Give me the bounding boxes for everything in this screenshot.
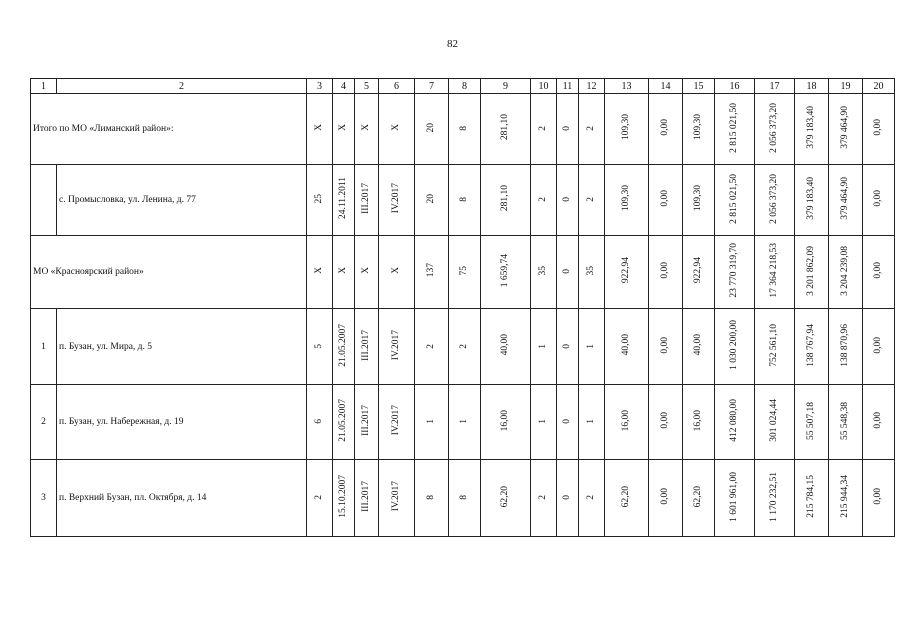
cell-value: 1 [537, 343, 548, 349]
cell-c19 [829, 236, 863, 309]
cell-value: 1 [537, 419, 548, 424]
cell-value: 379 183,40 [805, 106, 816, 149]
cell-value: 16,00 [499, 409, 510, 432]
cell-value: X [337, 267, 348, 274]
cell-c4 [333, 94, 355, 165]
page-number: 82 [447, 38, 458, 50]
cell-value: 109,30 [620, 185, 631, 212]
cell-value: 0,00 [872, 262, 883, 279]
cell-value: 8 [458, 126, 469, 131]
cell-c10 [531, 385, 557, 460]
cell-c15 [683, 385, 715, 460]
cell-value: 2 [537, 495, 548, 500]
cell-c9 [481, 94, 531, 165]
cell-value: 215 944,34 [839, 475, 850, 518]
cell-value: 40,00 [692, 334, 703, 356]
cell-value: 922,94 [692, 257, 703, 284]
cell-c10 [531, 165, 557, 236]
cell-value: 752 561,10 [768, 323, 779, 367]
cell-c12 [579, 165, 605, 236]
cell-value: X [390, 267, 401, 274]
cell-c17 [755, 94, 795, 165]
header-cell: 13 [605, 79, 649, 94]
cell-c7 [415, 460, 449, 537]
cell-value: 2 [585, 197, 596, 202]
cell-c15 [683, 165, 715, 236]
cell-c6 [379, 385, 415, 460]
cell-c11 [557, 94, 579, 165]
cell-c4 [333, 165, 355, 236]
header-row [31, 79, 895, 94]
cell-value: 2 815 021,50 [728, 173, 739, 224]
table-row [31, 385, 895, 460]
cell-value: 379 464,90 [839, 177, 850, 220]
header-cell: 12 [579, 79, 605, 94]
cell-value: 0 [561, 419, 572, 424]
cell-value: 35 [585, 265, 596, 276]
cell-c15 [683, 460, 715, 537]
row-name-cell: Итого по МО «Лиманский район»: [31, 94, 307, 165]
cell-c18 [795, 94, 829, 165]
cell-c10 [531, 94, 557, 165]
cell-value: 55 507,18 [805, 401, 816, 440]
header-cell: 8 [449, 79, 481, 94]
cell-value: X [390, 124, 401, 131]
cell-c9 [481, 165, 531, 236]
header-cell: 15 [683, 79, 715, 94]
header-cell: 14 [649, 79, 683, 94]
header-cell: 18 [795, 79, 829, 94]
cell-c4 [333, 309, 355, 385]
cell-value: 0 [561, 126, 572, 131]
cell-c11 [557, 236, 579, 309]
cell-value: 138 767,94 [805, 323, 816, 367]
cell-c20 [863, 94, 895, 165]
cell-value: X [360, 267, 371, 274]
cell-value: 21.05.2007 [337, 323, 348, 367]
cell-c4 [333, 460, 355, 537]
cell-c19 [829, 385, 863, 460]
cell-value: 0,00 [872, 336, 883, 354]
cell-c18 [795, 236, 829, 309]
header-cell: 17 [755, 79, 795, 94]
cell-c9 [481, 385, 531, 460]
cell-c13 [605, 385, 649, 460]
cell-value: IV.2017 [390, 481, 401, 512]
cell-c6 [379, 236, 415, 309]
header-cell: 7 [415, 79, 449, 94]
cell-value: III.2017 [360, 329, 371, 361]
cell-c7 [415, 94, 449, 165]
cell-c14 [649, 94, 683, 165]
cell-value: 1 030 200,00 [728, 320, 739, 370]
header-cell: 10 [531, 79, 557, 94]
cell-c17 [755, 385, 795, 460]
cell-value: 0,00 [659, 488, 670, 505]
cell-c19 [829, 94, 863, 165]
cell-c3 [307, 385, 333, 460]
cell-c6 [379, 165, 415, 236]
cell-c14 [649, 309, 683, 385]
cell-c8 [449, 385, 481, 460]
cell-c18 [795, 385, 829, 460]
header-cell: 2 [57, 79, 307, 94]
cell-c13 [605, 460, 649, 537]
cell-value: 75 [458, 265, 469, 276]
header-cell: 6 [379, 79, 415, 94]
cell-value: 281,10 [499, 114, 510, 141]
cell-value: 1 601 961,00 [728, 471, 739, 522]
cell-c8 [449, 309, 481, 385]
cell-c11 [557, 385, 579, 460]
cell-c7 [415, 165, 449, 236]
cell-c17 [755, 460, 795, 537]
cell-c5 [355, 309, 379, 385]
header-cell: 3 [307, 79, 333, 94]
cell-value: 40,00 [499, 334, 510, 356]
cell-value: 62,20 [620, 485, 631, 508]
cell-c8 [449, 236, 481, 309]
cell-value: 16,00 [620, 409, 631, 432]
cell-c11 [557, 165, 579, 236]
cell-c8 [449, 460, 481, 537]
cell-value: 23 770 319,70 [728, 243, 739, 298]
cell-value: 8 [425, 495, 436, 500]
cell-c3 [307, 236, 333, 309]
cell-value: 62,20 [692, 485, 703, 508]
cell-value: 0 [561, 495, 572, 500]
cell-c9 [481, 236, 531, 309]
header-cell: 4 [333, 79, 355, 94]
cell-c13 [605, 309, 649, 385]
header-cell: 19 [829, 79, 863, 94]
cell-value: 0,00 [872, 412, 883, 429]
table-row [31, 460, 895, 537]
cell-value: 0 [561, 343, 572, 349]
cell-c19 [829, 165, 863, 236]
cell-c14 [649, 165, 683, 236]
cell-c12 [579, 94, 605, 165]
cell-value: X [313, 124, 324, 131]
cell-value: 24.11.2011 [337, 177, 348, 220]
cell-c8 [449, 165, 481, 236]
cell-c18 [795, 165, 829, 236]
cell-c20 [863, 165, 895, 236]
cell-c12 [579, 460, 605, 537]
cell-value: X [313, 267, 324, 274]
cell-c14 [649, 236, 683, 309]
cell-c15 [683, 236, 715, 309]
header-cell: 16 [715, 79, 755, 94]
cell-c5 [355, 385, 379, 460]
cell-value: IV.2017 [390, 183, 401, 214]
cell-value: 2 056 373,20 [768, 173, 779, 224]
cell-c20 [863, 309, 895, 385]
cell-c4 [333, 236, 355, 309]
cell-c15 [683, 94, 715, 165]
cell-value: 5 [313, 343, 324, 349]
cell-c15 [683, 309, 715, 385]
cell-value: III.2017 [360, 405, 371, 436]
cell-c6 [379, 309, 415, 385]
cell-c17 [755, 309, 795, 385]
cell-value: 20 [425, 193, 436, 204]
row-name-cell: МО «Красноярский район» [31, 236, 307, 309]
header-cell: 5 [355, 79, 379, 94]
cell-value: 2 815 021,50 [728, 102, 739, 153]
cell-c12 [579, 236, 605, 309]
cell-value: 8 [458, 197, 469, 202]
table-row [31, 165, 895, 236]
cell-c3 [307, 460, 333, 537]
cell-value: 3 201 862,09 [805, 245, 816, 296]
cell-c3 [307, 165, 333, 236]
cell-c18 [795, 460, 829, 537]
cell-value: 1 [425, 419, 436, 424]
cell-value: 412 080,00 [728, 399, 739, 442]
cell-c7 [415, 385, 449, 460]
cell-value: 1 170 232,51 [768, 471, 779, 522]
cell-c16 [715, 460, 755, 537]
cell-value: 35 [537, 265, 548, 276]
cell-value: 0,00 [872, 488, 883, 505]
cell-c19 [829, 309, 863, 385]
cell-value: 16,00 [692, 409, 703, 432]
cell-value: X [360, 124, 371, 131]
cell-value: 379 464,90 [839, 106, 850, 149]
cell-value: 137 [425, 263, 436, 278]
header-cell: 20 [863, 79, 895, 94]
cell-value: 379 183,40 [805, 177, 816, 220]
row-number-cell [31, 165, 57, 236]
cell-c5 [355, 236, 379, 309]
table-row [31, 94, 895, 165]
cell-value: 281,10 [499, 185, 510, 212]
cell-value: 2 [585, 495, 596, 500]
cell-value: 0 [561, 197, 572, 202]
cell-value: 109,30 [620, 114, 631, 141]
cell-c7 [415, 309, 449, 385]
cell-value: 0,00 [659, 336, 670, 354]
cell-value: 0,00 [872, 190, 883, 207]
cell-value: 922,94 [620, 257, 631, 284]
cell-value: 17 364 218,53 [768, 243, 779, 298]
cell-c5 [355, 94, 379, 165]
cell-value: 2 [585, 126, 596, 131]
cell-value: 138 870,96 [839, 323, 850, 367]
cell-c10 [531, 236, 557, 309]
cell-value: 215 784,15 [805, 475, 816, 518]
cell-value: 0,00 [872, 119, 883, 136]
cell-c17 [755, 165, 795, 236]
cell-value: 20 [425, 122, 436, 133]
cell-c16 [715, 165, 755, 236]
cell-value: 8 [458, 495, 469, 500]
cell-value: 0,00 [659, 119, 670, 136]
row-address-cell: п. Верхний Бузан, пл. Октября, д. 14 [57, 460, 307, 537]
cell-c12 [579, 309, 605, 385]
cell-value: 21.05.2007 [337, 399, 348, 442]
cell-c16 [715, 236, 755, 309]
cell-value: 62,20 [499, 485, 510, 508]
cell-c17 [755, 236, 795, 309]
cell-value: 3 204 239,08 [839, 245, 850, 296]
cell-value: 2 [537, 126, 548, 131]
cell-value: 15.10.2007 [337, 475, 348, 518]
cell-c14 [649, 460, 683, 537]
cell-value: 40,00 [620, 334, 631, 356]
cell-value: 0 [561, 269, 572, 274]
cell-c20 [863, 236, 895, 309]
cell-c5 [355, 165, 379, 236]
cell-value: III.2017 [360, 183, 371, 214]
cell-c12 [579, 385, 605, 460]
cell-value: 0,00 [659, 412, 670, 429]
cell-c14 [649, 385, 683, 460]
cell-c3 [307, 309, 333, 385]
cell-value: 2 056 373,20 [768, 102, 779, 153]
cell-value: 2 [537, 197, 548, 202]
cell-value: 1 659,74 [499, 253, 510, 288]
cell-c9 [481, 309, 531, 385]
cell-value: 1 [585, 343, 596, 349]
cell-c6 [379, 460, 415, 537]
row-address-cell: п. Бузан, ул. Набережная, д. 19 [57, 385, 307, 460]
cell-value: 0,00 [659, 262, 670, 279]
cell-c3 [307, 94, 333, 165]
cell-c20 [863, 460, 895, 537]
cell-value: III.2017 [360, 481, 371, 512]
cell-value: 2 [458, 343, 469, 349]
cell-value: 1 [585, 419, 596, 424]
cell-c20 [863, 385, 895, 460]
cell-c4 [333, 385, 355, 460]
cell-value: 2 [425, 343, 436, 349]
header-cell: 11 [557, 79, 579, 94]
table-row [31, 309, 895, 385]
cell-c16 [715, 94, 755, 165]
cell-c19 [829, 460, 863, 537]
header-cell: 9 [481, 79, 531, 94]
cell-value: X [337, 124, 348, 131]
cell-c11 [557, 309, 579, 385]
cell-c13 [605, 236, 649, 309]
row-number-cell: 1 [31, 309, 57, 385]
cell-value: IV.2017 [390, 405, 401, 436]
row-address-cell: с. Промысловка, ул. Ленина, д. 77 [57, 165, 307, 236]
cell-c11 [557, 460, 579, 537]
cell-c7 [415, 236, 449, 309]
cell-c16 [715, 309, 755, 385]
cell-c6 [379, 94, 415, 165]
cell-c16 [715, 385, 755, 460]
cell-value: IV.2017 [390, 329, 401, 361]
housing-table [30, 78, 895, 537]
cell-c10 [531, 460, 557, 537]
cell-value: 25 [313, 193, 324, 204]
cell-c5 [355, 460, 379, 537]
cell-value: 0,00 [659, 190, 670, 207]
cell-c13 [605, 94, 649, 165]
cell-value: 109,30 [692, 114, 703, 141]
cell-c8 [449, 94, 481, 165]
cell-value: 301 024,44 [768, 399, 779, 442]
row-number-cell: 2 [31, 385, 57, 460]
cell-value: 55 548,38 [839, 401, 850, 440]
cell-value: 2 [313, 495, 324, 500]
cell-c18 [795, 309, 829, 385]
cell-c10 [531, 309, 557, 385]
row-number-cell: 3 [31, 460, 57, 537]
cell-value: 109,30 [692, 185, 703, 212]
cell-value: 6 [313, 419, 324, 424]
cell-c9 [481, 460, 531, 537]
row-address-cell: п. Бузан, ул. Мира, д. 5 [57, 309, 307, 385]
header-cell: 1 [31, 79, 57, 94]
cell-value: 1 [458, 419, 469, 424]
cell-c13 [605, 165, 649, 236]
table-row [31, 236, 895, 309]
